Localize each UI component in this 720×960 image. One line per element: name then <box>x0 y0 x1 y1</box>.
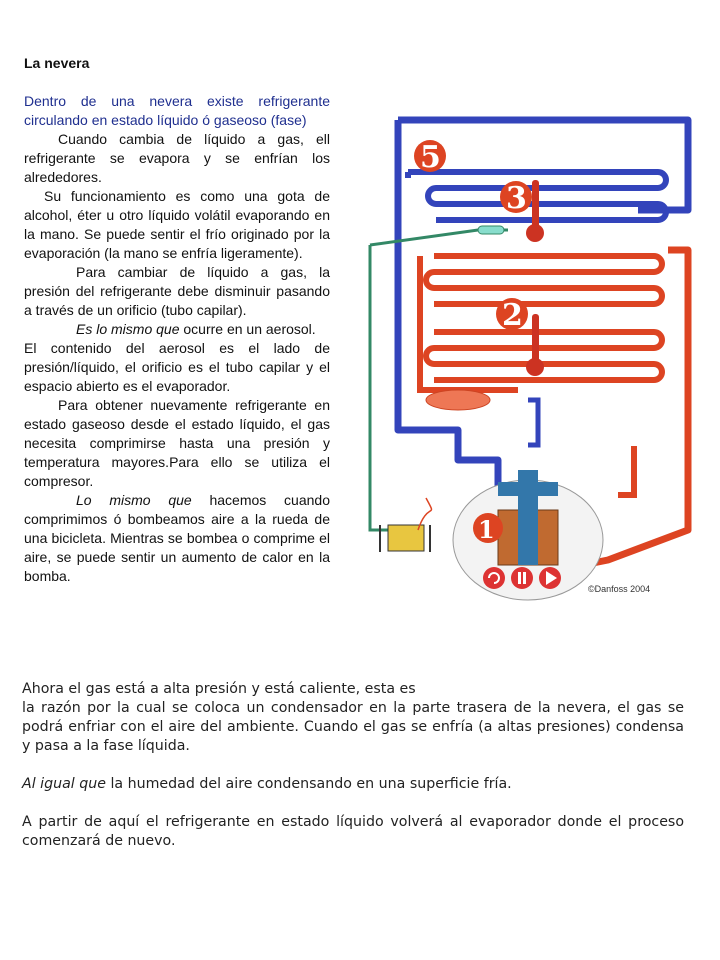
page-title: La nevera <box>24 55 90 71</box>
italic-phrase: Al igual que <box>22 776 106 792</box>
thermometer-icon <box>532 314 539 364</box>
text-span: ocurre en un aerosol. <box>179 321 316 337</box>
drier-filter <box>426 390 490 410</box>
label-5: 5 <box>420 140 441 175</box>
paragraph-evaporation: Cuando cambia de líquido a gas, ell refrigerante se evapora y se enfrían los alrededores. <box>24 131 330 185</box>
paragraph-pressure: Para cambiar de líquido a gas, la presión del refrigerante debe disminuir pasando a través de un orificio (tubo capilar). <box>24 264 330 318</box>
copyright: ©Danfoss 2004 <box>588 584 651 594</box>
return-tube <box>528 400 538 445</box>
text-span: la humedad del aire condensando en una superficie fría. <box>105 776 512 792</box>
italic-phrase: Lo mismo que <box>76 492 192 508</box>
thermometer-icon <box>532 180 539 230</box>
capillary-nozzle <box>478 226 504 234</box>
paragraph-aerosol-detail: El contenido del aerosol es el lado de presión/líquido, el orificio es el tubo capilar y el espacio abierto es el evaporador. <box>24 340 330 394</box>
suction-line <box>398 120 498 500</box>
italic-phrase: Es lo mismo que <box>76 321 180 337</box>
discharge-tube <box>618 446 634 495</box>
paragraph-aerosol <box>24 320 330 339</box>
paragraph-intro: Dentro de una nevera existe refrigerante circulando en estado líquido ó gaseoso (fase) <box>24 93 330 128</box>
label-1: 1 <box>478 515 495 544</box>
thermometer-bulb <box>526 358 544 376</box>
label-3: 3 <box>506 181 527 216</box>
pause-icon <box>518 572 521 584</box>
condenser-coil-upper <box>426 256 662 304</box>
thermometer-bulb <box>526 224 544 242</box>
paragraph-compressor: Para obtener nuevamente refrigerante en estado gaseoso desde el estado líquido, el gas necesita comprimirse hasta una presión y temperatura mayores.Para ello se utiliza el compresor. <box>24 397 330 489</box>
fridge-diagram <box>358 100 700 600</box>
text-span: la razón por la cual se coloca un condensador en la parte trasera de la nevera, el gas se podrá enfriar con el aire del ambiente. Cuando el gas se enfría (a altas presiones) condensa y pasa a la fase líquida. <box>22 700 684 754</box>
paragraph-restart: A partir de aquí el refrigerante en estado líquido volverá al evaporador donde el proceso comenzará de nuevo. <box>22 814 684 849</box>
condenser-coil-middle <box>426 332 662 380</box>
paragraph-humidity <box>22 775 684 794</box>
paragraph-condenser <box>22 680 684 756</box>
pause-icon-bar <box>523 572 526 584</box>
replay-button[interactable] <box>483 567 505 589</box>
compressor-head <box>498 482 558 496</box>
capillary-tube <box>370 245 398 530</box>
pause-button[interactable] <box>511 567 533 589</box>
paragraph-bicycle <box>24 491 330 586</box>
text-span: hacemos cuando comprimimos ó bombeamos aire a la rueda de una bicicleta. Mientras se bombea o comprime el aire, se puede sentir un aumento de calor en la bomba. <box>24 492 330 584</box>
label-2: 2 <box>502 298 523 333</box>
paragraph-alcohol: Su funcionamiento es como una gota de alcohol, éter u otro líquido volátil evaporando en la mano. Se puede sentir el frío originado por la evaporación (la mano se enfría ligeramente). <box>24 188 330 261</box>
first-line: Ahora el gas está a alta presión y está caliente, esta es <box>22 681 416 697</box>
bottom-text <box>22 680 684 851</box>
text-column <box>24 54 330 586</box>
